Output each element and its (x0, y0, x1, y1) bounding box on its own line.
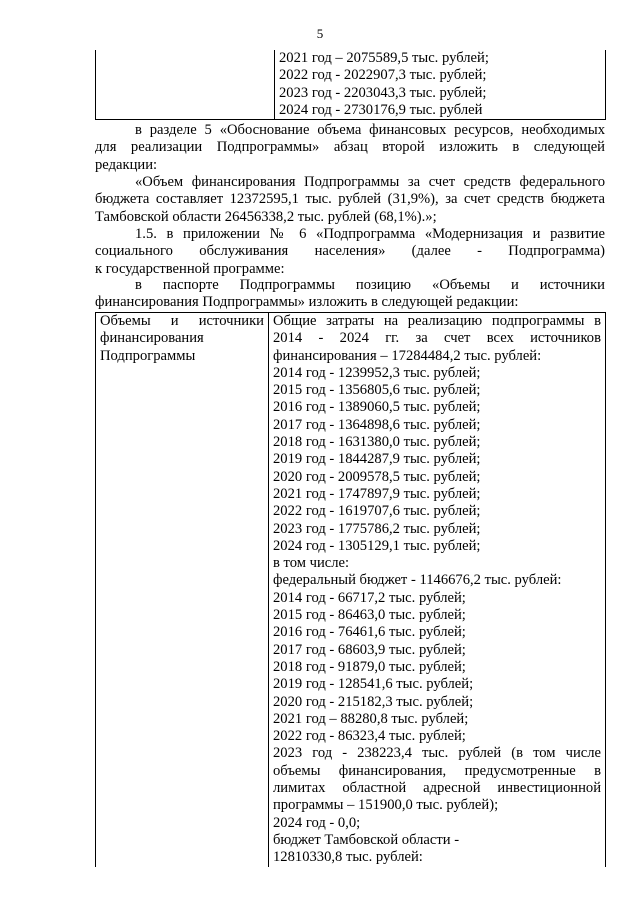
table-value-line: 2014 год - 66717,2 тыс. рублей; (273, 589, 466, 606)
paragraph-federal-budget (95, 174, 605, 226)
top-table (95, 50, 606, 120)
table-value-line: 2024 год - 0,0; (273, 814, 361, 831)
table-value-line: 2022 год - 86323,4 тыс. рублей; (273, 728, 466, 745)
main-table-left-cell (96, 313, 269, 867)
table-value-line: 2021 год - 1747897,9 тыс. рублей; (273, 485, 481, 502)
table-value-line: 2024 год - 1305129,1 тыс. рублей; (273, 537, 481, 554)
text-line: в паспорте Подпрограммы позицию «Объемы и источники (135, 277, 605, 293)
text-line: социального обслуживания населения» (далее - Подпрограмма) (95, 243, 605, 260)
table-value-line: федеральный бюджет - 1146676,2 тыс. рублей: (273, 572, 562, 589)
paragraph-passport (95, 277, 605, 312)
table-value-line: 2018 год - 91879,0 тыс. рублей; (273, 658, 466, 675)
top-table-right-cell (275, 50, 606, 120)
table-value-line: 2015 год - 1356805,6 тыс. рублей; (273, 382, 481, 399)
paragraph-appendix6 (95, 226, 605, 278)
text-line: в разделе 5 «Обоснование объема финансовых ресурсов, необходимых (135, 122, 605, 138)
text-line: редакции: (95, 156, 158, 173)
table-value-line: 2015 год - 86463,0 тыс. рублей; (273, 607, 466, 624)
table-label-line: финансирования (100, 330, 204, 347)
table-value-line: 2021 год – 88280,8 тыс. рублей; (273, 710, 469, 727)
paragraph-section5 (95, 122, 605, 174)
table-value-line: 2023 год - 238223,4 тыс. рублей (в том числе (273, 745, 601, 762)
text-line: к государственной программе: (95, 260, 285, 277)
table-value-line: 2020 год - 2009578,5 тыс. рублей; (273, 468, 481, 485)
text-line: Тамбовской области 26456338,2 тыс. рублей (68,1%).»; (95, 208, 437, 225)
table-value-line: 2014 - 2024 гг. за счет всех источников (273, 330, 601, 347)
table-value-line: объемы финансирования, предусмотренные в (273, 762, 601, 779)
table-value-line: 2019 год - 128541,6 тыс. рублей; (273, 676, 474, 693)
table-value-line: 2016 год - 1389060,5 тыс. рублей; (273, 399, 481, 416)
text-line: финансирования Подпрограммы» изложить в следующей редакции: (95, 294, 519, 311)
page-number: 5 (316, 26, 324, 41)
table-value-line: бюджет Тамбовской области - (273, 831, 460, 848)
table-value-line: 2022 год - 1619707,6 тыс. рублей; (273, 503, 481, 520)
table-value-line: 12810330,8 тыс. рублей: (273, 849, 423, 866)
top-table-line: 2021 год – 2075589,5 тыс. рублей; (279, 50, 489, 66)
top-table-line: 2023 год - 2203043,3 тыс. рублей; (279, 84, 487, 101)
table-value-line: в том числе: (273, 555, 350, 572)
text-line: «Объем финансирования Подпрограммы за счет средств федерального (135, 174, 605, 190)
top-table-line: 2022 год - 2022907,3 тыс. рублей; (279, 67, 487, 84)
table-value-line: 2017 год - 68603,9 тыс. рублей; (273, 641, 466, 658)
text-line: для реализации Подпрограммы» абзац второй изложить в следующей (95, 139, 605, 156)
table-label-line: Объемы и источники (100, 313, 264, 329)
text-line: 1.5. в приложении № 6 «Подпрограмма «Модернизация и развитие (135, 226, 605, 242)
table-value-line: финансирования – 17284484,2 тыс. рублей: (273, 347, 542, 364)
table-value-line: 2018 год - 1631380,0 тыс. рублей; (273, 434, 481, 451)
table-value-line: 2017 год - 1364898,6 тыс. рублей; (273, 416, 481, 433)
main-table (95, 312, 606, 867)
table-value-line: 2014 год - 1239952,3 тыс. рублей; (273, 364, 481, 381)
text-line: бюджета составляет 12372595,1 тыс. рублей (31,9%), за счет средств бюджета (95, 191, 605, 208)
table-label-line: Подпрограммы (100, 347, 196, 364)
table-value-line: 2016 год - 76461,6 тыс. рублей; (273, 624, 466, 641)
top-table-left-cell (96, 50, 275, 120)
table-value-line: 2019 год - 1844287,9 тыс. рублей; (273, 451, 481, 468)
table-value-line: программы – 151900,0 тыс. рублей); (273, 797, 499, 814)
table-value-line: 2020 год - 215182,3 тыс. рублей; (273, 693, 474, 710)
table-value-line: лимитах областной адресной инвестиционной (273, 780, 601, 797)
table-value-line: 2023 год - 1775786,2 тыс. рублей; (273, 520, 481, 537)
table-value-line: Общие затраты на реализацию подпрограммы в (273, 313, 601, 329)
top-table-line: 2024 год - 2730176,9 тыс. рублей (279, 101, 483, 118)
main-table-right-cell (269, 313, 606, 867)
